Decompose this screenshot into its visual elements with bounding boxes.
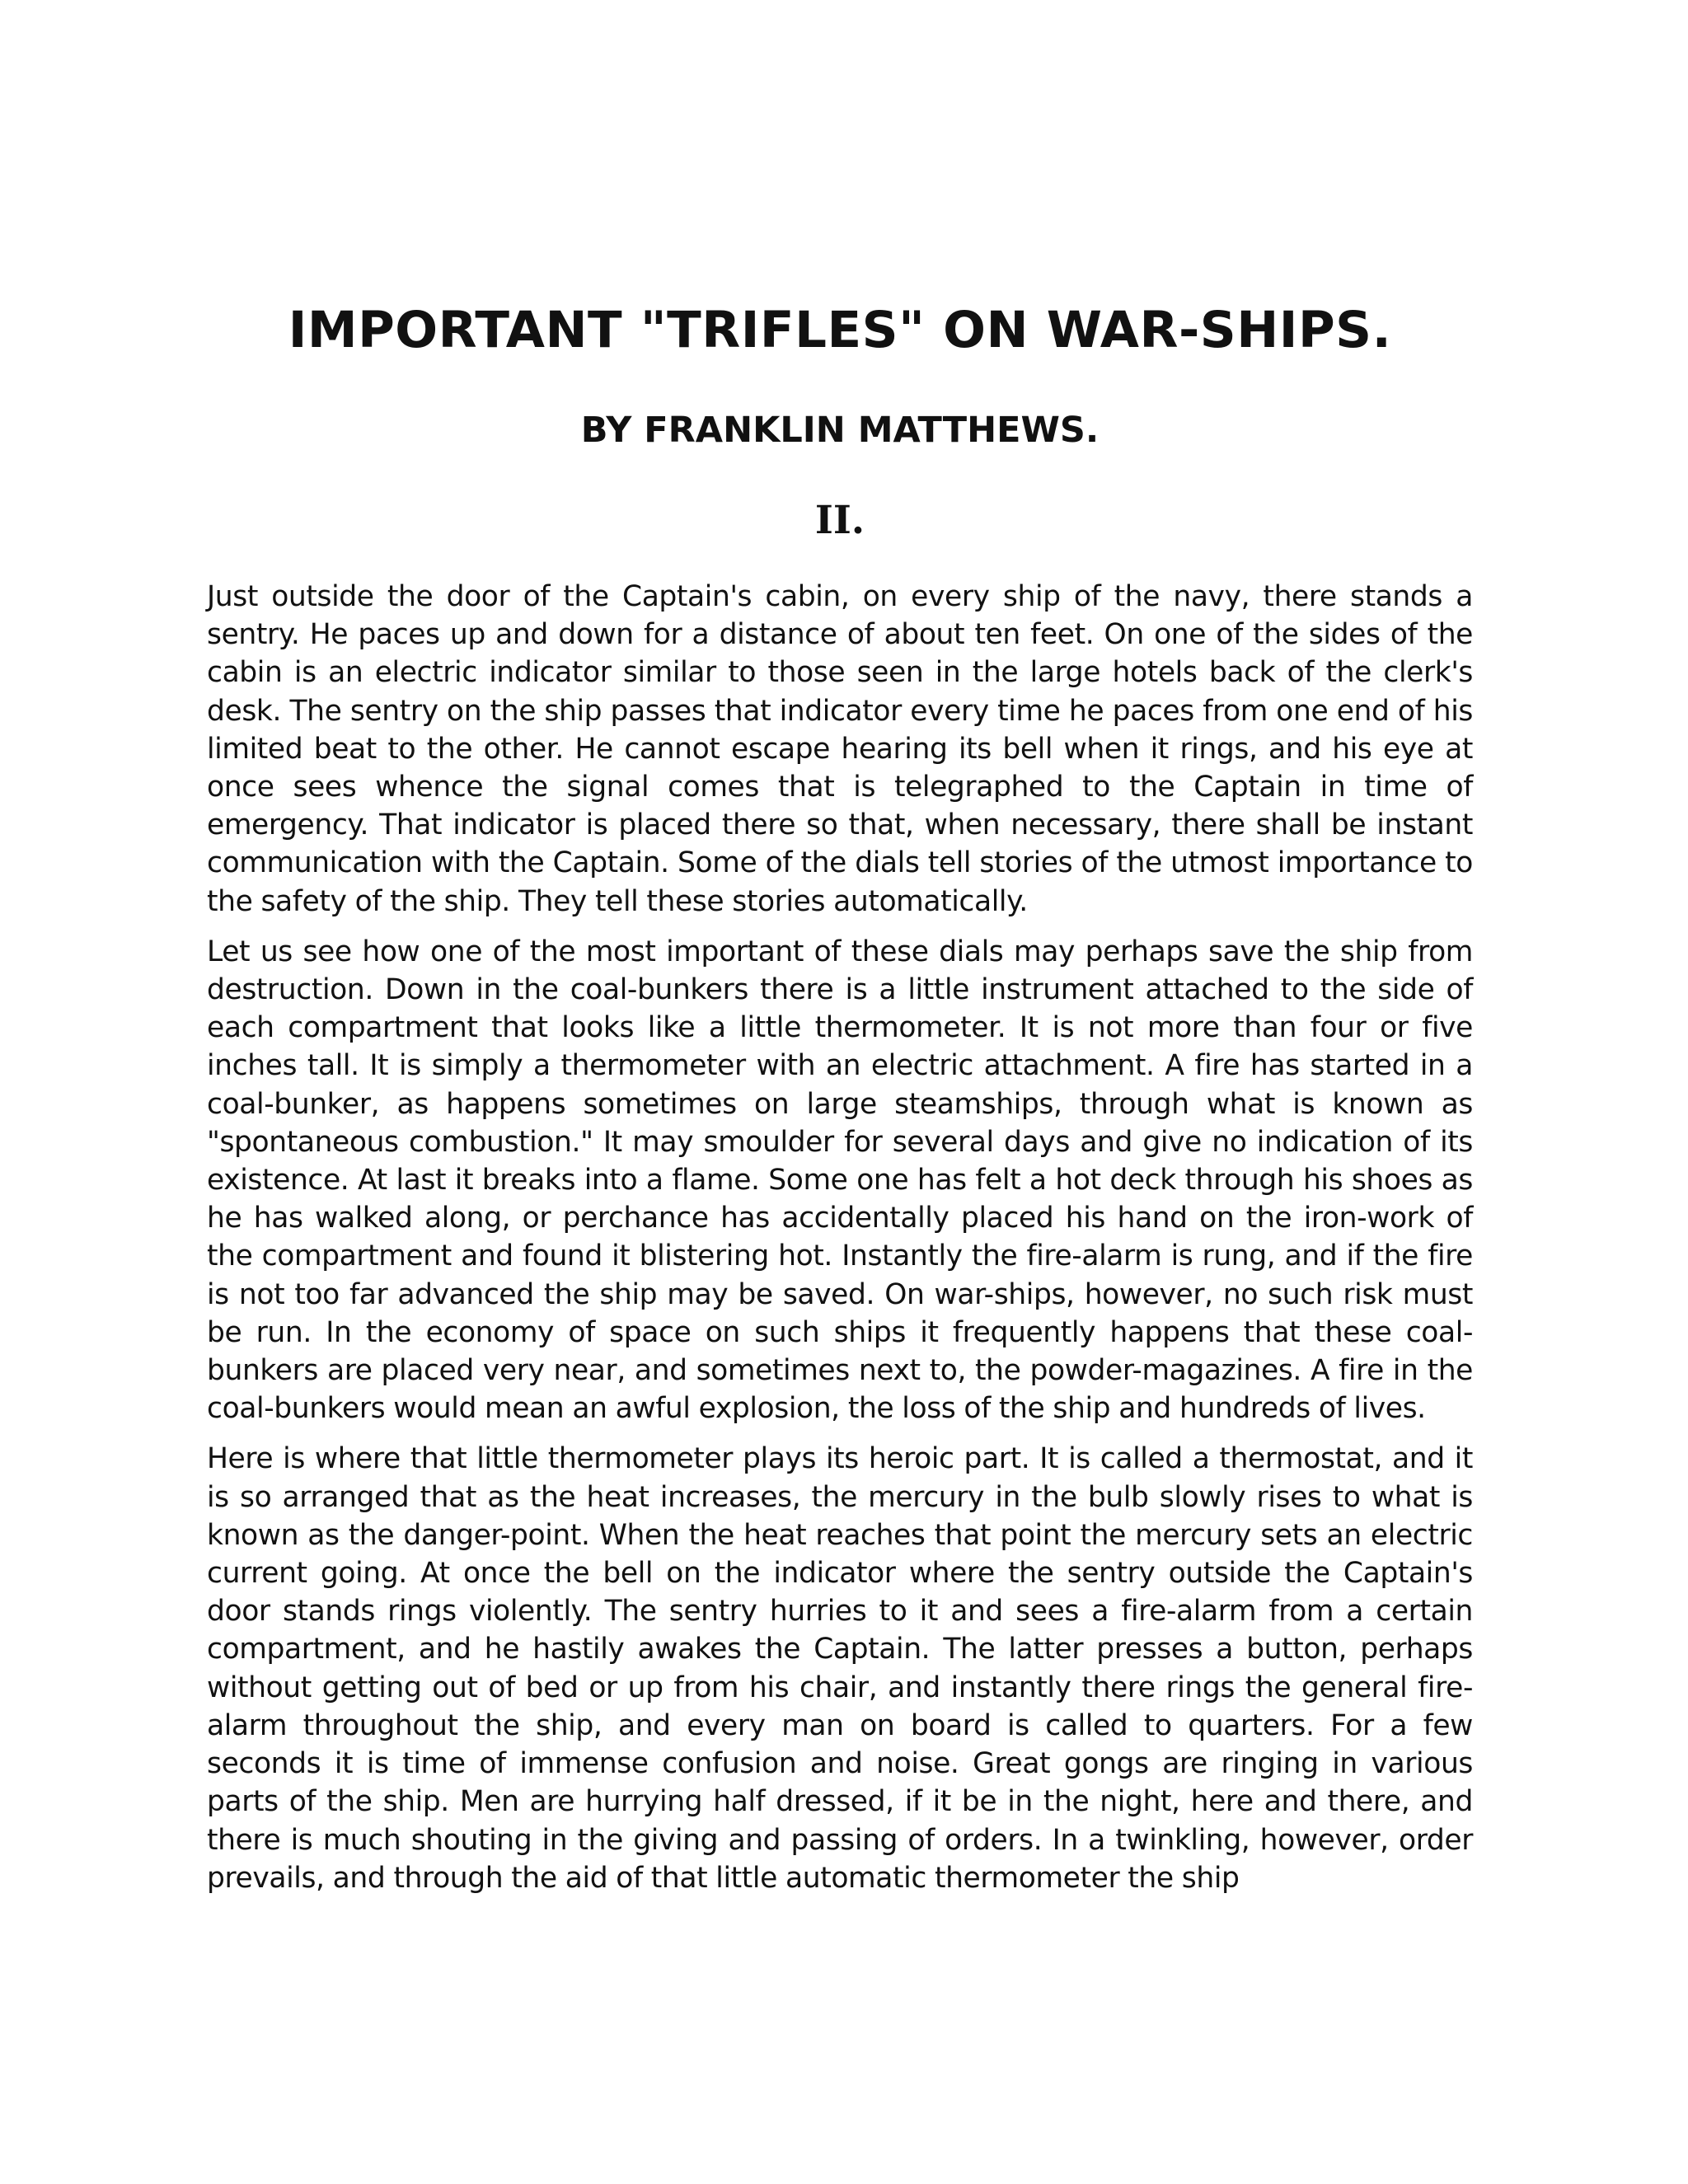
document-page — [207, 293, 1473, 1910]
paragraph-3: Here is where that little thermometer plays its heroic part. It is called a thermostat, and it is so arranged that as the heat increases, the mercury in the bulb slowly rises to what is known as the danger-point. When the heat reaches that point the mercury sets an electric current going. At once the bell on the indicator where the sentry outside the Captain's door stands rings violently. The sentry hurries to it and sees a fire-alarm from a certain compartment, and he hastily awakes the Captain. The latter presses a button, perhaps without getting out of bed or up from his chair, and instantly there rings the general fire-alarm throughout the ship, and every man on board is called to quarters. For a few seconds it is time of immense confusion and noise. Great gongs are ringing in various parts of the ship. Men are hurrying half dressed, if it be in the night, here and there, and there is much shouting in the giving and passing of orders. In a twinkling, however, order prevails, and through the aid of that little automatic thermometer the ship — [207, 1442, 1473, 1895]
article-title: IMPORTANT "TRIFLES" ON WAR-SHIPS. — [288, 301, 1392, 359]
article-byline: BY FRANKLIN MATTHEWS. — [580, 410, 1100, 451]
part-number: II. — [814, 498, 865, 543]
article-body — [207, 578, 1473, 1897]
paragraph-1: Just outside the door of the Captain's cabin, on every ship of the navy, there stands a sentry. He paces up and down for a distance of about ten feet. On one of the sides of the cabin is an electric indicator similar to those seen in the large hotels back of the clerk's desk. The sentry on the ship passes that indicator every time he paces from one end of his limited beat to the other. He cannot escape hearing its bell when it rings, and his eye at once sees whence the signal comes that is telegraphed to the Captain in time of emergency. That indicator is placed there so that, when necessary, there shall be instant communication with the Captain. Some of the dials tell stories of the utmost importance to the safety of the ship. They tell these stories automatically. — [207, 580, 1473, 918]
paragraph-2: Let us see how one of the most important of these dials may perhaps save the ship from destruction. Down in the coal-bunkers there is a little instrument attached to the side of each compartment that looks like a little thermometer. It is not more than four or five inches tall. It is simply a thermometer with an electric attachment. A fire has started in a coal-bunker, as happens sometimes on large steamships, through what is known as "spontaneous combustion." It may smoulder for several days and give no indication of its existence. At last it breaks into a flame. Some one has felt a hot deck through his shoes as he has walked along, or perchance has accidentally placed his hand on the iron-work of the compartment and found it blistering hot. Instantly the fire-alarm is rung, and if the fire is not too far advanced the ship may be saved. On war-ships, however, no such risk must be run. In the economy of space on such ships it frequently happens that these coal-bunkers are placed very near, and sometimes next to, the powder-magazines. A fire in the coal-bunkers would mean an awful explosion, the loss of the ship and hundreds of lives. — [207, 935, 1473, 1426]
